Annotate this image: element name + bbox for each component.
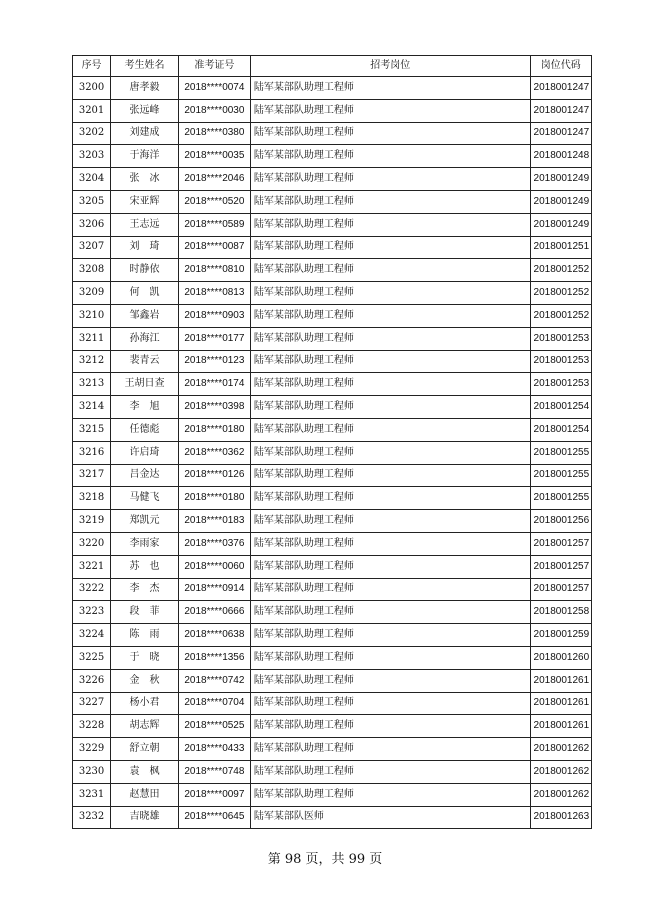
cell-post-code: 2018001262 [530,760,591,783]
cell-exam-id: 2018****0087 [178,236,250,259]
table-row [73,418,592,441]
cell-post: 陆军某部队助理工程师 [250,77,530,100]
cell-seq: 3220 [73,532,111,555]
table-row [73,304,592,327]
cell-name: 时静依 [111,259,179,282]
cell-post: 陆军某部队助理工程师 [250,532,530,555]
cell-post-code: 2018001252 [530,259,591,282]
cell-name: 孙海江 [111,327,179,350]
cell-post: 陆军某部队助理工程师 [250,213,530,236]
table-row [73,532,592,555]
table-row [73,373,592,396]
cell-post-code: 2018001261 [530,715,591,738]
cell-post-code: 2018001255 [530,464,591,487]
cell-post-code: 2018001254 [530,396,591,419]
cell-seq: 3215 [73,418,111,441]
cell-post-code: 2018001249 [530,213,591,236]
cell-post-code: 2018001249 [530,190,591,213]
cell-post: 陆军某部队助理工程师 [250,601,530,624]
cell-name: 李雨家 [111,532,179,555]
table-row [73,760,592,783]
cell-name: 任德彪 [111,418,179,441]
cell-exam-id: 2018****2046 [178,168,250,191]
table-row [73,350,592,373]
table-row [73,555,592,578]
cell-name: 裴青云 [111,350,179,373]
cell-name: 舒立朝 [111,738,179,761]
table-row [73,168,592,191]
cell-name: 唐孝毅 [111,77,179,100]
cell-exam-id: 2018****0060 [178,555,250,578]
cell-seq: 3214 [73,396,111,419]
cell-post-code: 2018001257 [530,578,591,601]
cell-seq: 3210 [73,304,111,327]
table-row [73,738,592,761]
cell-name: 胡志辉 [111,715,179,738]
cell-post-code: 2018001259 [530,624,591,647]
cell-post: 陆军某部队助理工程师 [250,373,530,396]
cell-post-code: 2018001252 [530,304,591,327]
cell-name: 刘 琦 [111,236,179,259]
table-row [73,510,592,533]
cell-seq: 3228 [73,715,111,738]
cell-name: 杨小君 [111,692,179,715]
cell-post-code: 2018001248 [530,145,591,168]
cell-post: 陆军某部队助理工程师 [250,236,530,259]
cell-seq: 3205 [73,190,111,213]
cell-name: 赵慧田 [111,783,179,806]
table-row [73,145,592,168]
cell-exam-id: 2018****0748 [178,760,250,783]
cell-name: 李 杰 [111,578,179,601]
cell-exam-id: 2018****0433 [178,738,250,761]
cell-post-code: 2018001253 [530,373,591,396]
cell-post-code: 2018001256 [530,510,591,533]
cell-exam-id: 2018****0126 [178,464,250,487]
cell-exam-id: 2018****0742 [178,669,250,692]
header-post-code: 岗位代码 [530,56,591,77]
cell-name: 张 冰 [111,168,179,191]
cell-seq: 3226 [73,669,111,692]
page-number: 第 98 页，共 99 页 [267,852,383,867]
cell-exam-id: 2018****0097 [178,783,250,806]
cell-post-code: 2018001261 [530,692,591,715]
cell-post-code: 2018001247 [530,122,591,145]
cell-post: 陆军某部队助理工程师 [250,259,530,282]
cell-name: 何 凯 [111,282,179,305]
cell-post-code: 2018001255 [530,441,591,464]
cell-name: 于海洋 [111,145,179,168]
cell-post: 陆军某部队助理工程师 [250,760,530,783]
cell-post: 陆军某部队助理工程师 [250,578,530,601]
cell-exam-id: 2018****0914 [178,578,250,601]
table-body [73,77,592,829]
table-row [73,646,592,669]
cell-post-code: 2018001261 [530,669,591,692]
cell-post: 陆军某部队助理工程师 [250,783,530,806]
table-row [73,806,592,829]
cell-seq: 3217 [73,464,111,487]
cell-name: 刘建成 [111,122,179,145]
table-row [73,692,592,715]
cell-post: 陆军某部队助理工程师 [250,418,530,441]
cell-seq: 3229 [73,738,111,761]
header-seq: 序号 [73,56,111,77]
cell-post: 陆军某部队助理工程师 [250,350,530,373]
cell-post-code: 2018001258 [530,601,591,624]
header-exam-id: 准考证号 [178,56,250,77]
cell-post: 陆军某部队助理工程师 [250,282,530,305]
cell-post: 陆军某部队助理工程师 [250,715,530,738]
cell-exam-id: 2018****0589 [178,213,250,236]
cell-post-code: 2018001257 [530,555,591,578]
cell-post: 陆军某部队助理工程师 [250,624,530,647]
cell-post: 陆军某部队助理工程师 [250,464,530,487]
cell-exam-id: 2018****0180 [178,418,250,441]
cell-post-code: 2018001254 [530,418,591,441]
table-row [73,77,592,100]
cell-post-code: 2018001249 [530,168,591,191]
cell-post: 陆军某部队助理工程师 [250,168,530,191]
cell-name: 邹鑫岩 [111,304,179,327]
cell-post-code: 2018001251 [530,236,591,259]
cell-exam-id: 2018****0174 [178,373,250,396]
cell-name: 马健飞 [111,487,179,510]
cell-seq: 3213 [73,373,111,396]
table-row [73,236,592,259]
cell-post: 陆军某部队助理工程师 [250,396,530,419]
cell-exam-id: 2018****0376 [178,532,250,555]
table-row [73,99,592,122]
cell-exam-id: 2018****0810 [178,259,250,282]
candidate-table [72,55,592,829]
cell-post: 陆军某部队助理工程师 [250,99,530,122]
table-row [73,624,592,647]
cell-name: 吕金达 [111,464,179,487]
cell-seq: 3225 [73,646,111,669]
cell-post: 陆军某部队助理工程师 [250,555,530,578]
cell-exam-id: 2018****0380 [178,122,250,145]
cell-name: 陈 雨 [111,624,179,647]
table-row [73,441,592,464]
table-row [73,259,592,282]
cell-name: 王志远 [111,213,179,236]
cell-exam-id: 2018****0398 [178,396,250,419]
cell-post-code: 2018001255 [530,487,591,510]
table-row [73,464,592,487]
table-row [73,190,592,213]
cell-seq: 3221 [73,555,111,578]
cell-name: 宋亚辉 [111,190,179,213]
cell-seq: 3203 [73,145,111,168]
cell-post: 陆军某部队助理工程师 [250,738,530,761]
cell-seq: 3227 [73,692,111,715]
cell-seq: 3223 [73,601,111,624]
cell-seq: 3204 [73,168,111,191]
cell-exam-id: 2018****0638 [178,624,250,647]
table-header-row [73,56,592,77]
cell-seq: 3232 [73,806,111,829]
header-post: 招考岗位 [250,56,530,77]
cell-seq: 3208 [73,259,111,282]
cell-seq: 3202 [73,122,111,145]
cell-name: 苏 也 [111,555,179,578]
cell-seq: 3216 [73,441,111,464]
table-row [73,213,592,236]
cell-post-code: 2018001247 [530,77,591,100]
cell-seq: 3201 [73,99,111,122]
table-row [73,715,592,738]
cell-name: 王胡日查 [111,373,179,396]
cell-post-code: 2018001247 [530,99,591,122]
cell-seq: 3224 [73,624,111,647]
cell-post: 陆军某部队助理工程师 [250,487,530,510]
table-row [73,282,592,305]
table-row [73,396,592,419]
cell-exam-id: 2018****0813 [178,282,250,305]
cell-exam-id: 2018****0520 [178,190,250,213]
cell-post: 陆军某部队助理工程师 [250,669,530,692]
cell-name: 张远峰 [111,99,179,122]
cell-post: 陆军某部队助理工程师 [250,304,530,327]
header-name: 考生姓名 [111,56,179,77]
table-row [73,669,592,692]
cell-exam-id: 2018****0903 [178,304,250,327]
cell-seq: 3231 [73,783,111,806]
cell-post: 陆军某部队助理工程师 [250,190,530,213]
cell-post: 陆军某部队助理工程师 [250,646,530,669]
cell-seq: 3230 [73,760,111,783]
table-row [73,601,592,624]
cell-name: 袁 枫 [111,760,179,783]
cell-exam-id: 2018****0180 [178,487,250,510]
table-row [73,578,592,601]
cell-name: 吉晓雄 [111,806,179,829]
cell-exam-id: 2018****0183 [178,510,250,533]
cell-seq: 3206 [73,213,111,236]
cell-exam-id: 2018****0074 [178,77,250,100]
cell-seq: 3200 [73,77,111,100]
cell-seq: 3218 [73,487,111,510]
cell-post-code: 2018001253 [530,350,591,373]
cell-exam-id: 2018****0525 [178,715,250,738]
cell-seq: 3207 [73,236,111,259]
table-row [73,122,592,145]
cell-post-code: 2018001260 [530,646,591,669]
cell-exam-id: 2018****0704 [178,692,250,715]
cell-seq: 3211 [73,327,111,350]
cell-post: 陆军某部队助理工程师 [250,145,530,168]
cell-name: 许启琦 [111,441,179,464]
cell-exam-id: 2018****0362 [178,441,250,464]
cell-exam-id: 2018****0035 [178,145,250,168]
cell-post: 陆军某部队助理工程师 [250,327,530,350]
table-row [73,327,592,350]
cell-post-code: 2018001257 [530,532,591,555]
cell-post-code: 2018001263 [530,806,591,829]
table-row [73,783,592,806]
table-row [73,487,592,510]
cell-name: 李 旭 [111,396,179,419]
cell-name: 段 菲 [111,601,179,624]
cell-exam-id: 2018****0666 [178,601,250,624]
cell-exam-id: 2018****0123 [178,350,250,373]
cell-post: 陆军某部队助理工程师 [250,692,530,715]
cell-exam-id: 2018****0645 [178,806,250,829]
cell-post: 陆军某部队助理工程师 [250,441,530,464]
cell-post-code: 2018001252 [530,282,591,305]
cell-post: 陆军某部队医师 [250,806,530,829]
cell-name: 于 晓 [111,646,179,669]
cell-seq: 3222 [73,578,111,601]
cell-name: 郑凯元 [111,510,179,533]
cell-exam-id: 2018****0177 [178,327,250,350]
cell-exam-id: 2018****0030 [178,99,250,122]
cell-exam-id: 2018****1356 [178,646,250,669]
cell-post-code: 2018001262 [530,738,591,761]
cell-seq: 3209 [73,282,111,305]
cell-seq: 3212 [73,350,111,373]
cell-name: 金 秋 [111,669,179,692]
cell-seq: 3219 [73,510,111,533]
cell-post: 陆军某部队助理工程师 [250,122,530,145]
cell-post-code: 2018001262 [530,783,591,806]
cell-post: 陆军某部队助理工程师 [250,510,530,533]
cell-post-code: 2018001253 [530,327,591,350]
